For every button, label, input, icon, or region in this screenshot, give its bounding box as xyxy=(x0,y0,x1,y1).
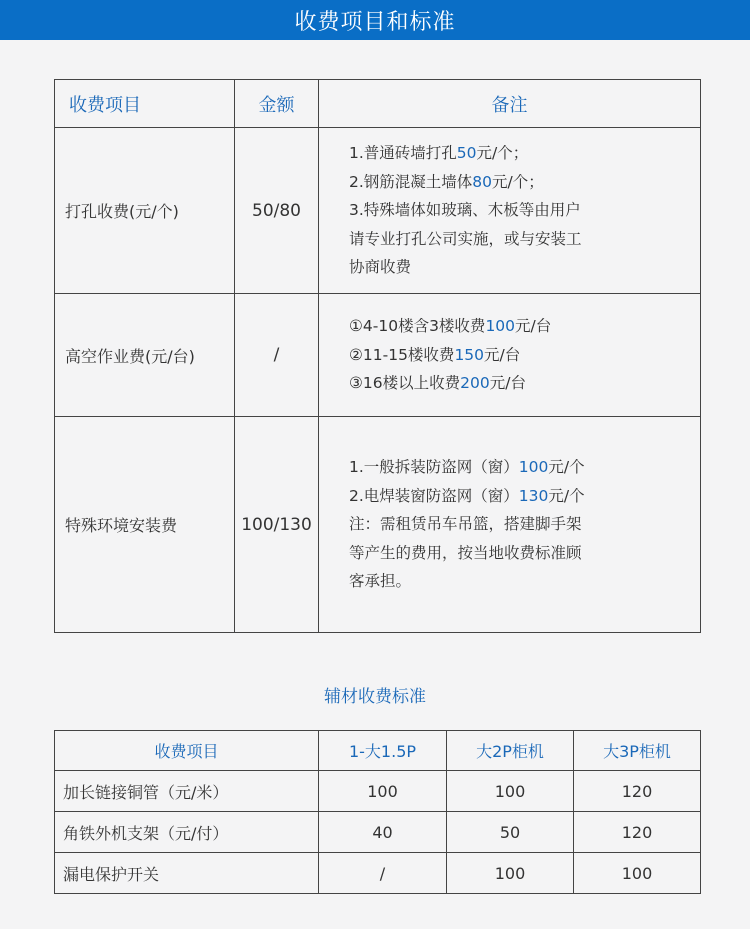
note-text: 2.电焊装窗防盗网（窗） xyxy=(349,486,519,505)
header-size-3p: 大3P柜机 xyxy=(574,731,701,771)
note-line xyxy=(349,253,690,282)
materials-table-header xyxy=(55,731,701,771)
table-row xyxy=(55,417,701,633)
note-text: 元/个 xyxy=(548,458,585,477)
note-line xyxy=(349,567,690,596)
header-notes: 备注 xyxy=(319,80,701,128)
table-row xyxy=(55,294,701,417)
note-line xyxy=(349,482,690,511)
note-text: ③16楼以上收费 xyxy=(349,374,461,393)
row-notes xyxy=(319,417,701,633)
note-text: 客承担。 xyxy=(349,572,412,591)
row-name: 角铁外机支架（元/付） xyxy=(55,812,319,853)
row-value: / xyxy=(319,853,447,894)
fee-table-header xyxy=(55,80,701,128)
row-value: 40 xyxy=(319,812,447,853)
note-text: 元/个； xyxy=(492,172,544,191)
row-notes xyxy=(319,128,701,294)
note-line xyxy=(349,539,690,568)
materials-title: 辅材收费标准 xyxy=(324,687,426,707)
fee-table xyxy=(54,79,701,633)
note-text: 注：需租赁吊车吊篮，搭建脚手架 xyxy=(349,515,582,534)
note-amount: 80 xyxy=(472,172,493,191)
row-value: 100 xyxy=(447,771,574,812)
note-amount: 50 xyxy=(456,144,477,163)
note-text: 1.普通砖墙打孔 xyxy=(349,144,457,163)
note-text: 元/台 xyxy=(515,317,552,336)
note-text: 元/台 xyxy=(489,374,526,393)
note-text: 元/台 xyxy=(484,345,521,364)
row-name: 特殊环境安装费 xyxy=(55,417,235,633)
row-amount: / xyxy=(235,294,319,417)
note-text: 请专业打孔公司实施，或与安装工 xyxy=(349,229,582,248)
row-value: 50 xyxy=(447,812,574,853)
note-amount: 100 xyxy=(485,317,516,336)
note-text: 协商收费 xyxy=(349,258,412,277)
row-value: 100 xyxy=(319,771,447,812)
note-line xyxy=(349,225,690,254)
row-amount: 100/130 xyxy=(235,417,319,633)
note-line xyxy=(349,369,690,398)
banner-title: 收费项目和标准 xyxy=(294,9,456,35)
note-text: ①4-10楼含3楼收费 xyxy=(349,317,486,336)
row-value: 100 xyxy=(447,853,574,894)
note-text: 等产生的费用，按当地收费标准顾 xyxy=(349,543,582,562)
header-item: 收费项目 xyxy=(55,731,319,771)
row-value: 120 xyxy=(574,771,701,812)
row-name: 打孔收费(元/个) xyxy=(55,128,235,294)
header-size-1-5p: 1-大1.5P xyxy=(319,731,447,771)
row-amount: 50/80 xyxy=(235,128,319,294)
note-line xyxy=(349,139,690,168)
note-text: 1.一般拆装防盗网（窗） xyxy=(349,458,519,477)
note-text: 元/个 xyxy=(548,486,585,505)
note-line xyxy=(349,510,690,539)
note-text: ②11-15楼收费 xyxy=(349,345,455,364)
row-name: 高空作业费(元/台) xyxy=(55,294,235,417)
table-row xyxy=(55,812,701,853)
row-value: 100 xyxy=(574,853,701,894)
note-amount: 130 xyxy=(518,486,549,505)
row-notes xyxy=(319,294,701,417)
note-text: 元/个； xyxy=(476,144,529,163)
note-line xyxy=(349,453,690,482)
note-amount: 150 xyxy=(454,345,485,364)
note-line xyxy=(349,312,690,341)
note-line xyxy=(349,168,690,197)
table-row xyxy=(55,853,701,894)
page-banner xyxy=(0,0,750,40)
note-text: 3.特殊墙体如玻璃、木板等由用户 xyxy=(349,201,581,220)
row-name: 加长链接铜管（元/米） xyxy=(55,771,319,812)
row-value: 120 xyxy=(574,812,701,853)
row-name: 漏电保护开关 xyxy=(55,853,319,894)
header-amount: 金额 xyxy=(235,80,319,128)
note-amount: 100 xyxy=(518,458,549,477)
table-row xyxy=(55,771,701,812)
note-amount: 200 xyxy=(460,374,490,393)
note-line xyxy=(349,341,690,370)
materials-table xyxy=(54,730,701,894)
note-text: 2.钢筋混凝土墙体 xyxy=(349,172,473,191)
header-size-2p: 大2P柜机 xyxy=(447,731,574,771)
header-item: 收费项目 xyxy=(55,80,235,128)
table-row xyxy=(55,128,701,294)
note-line xyxy=(349,196,690,225)
